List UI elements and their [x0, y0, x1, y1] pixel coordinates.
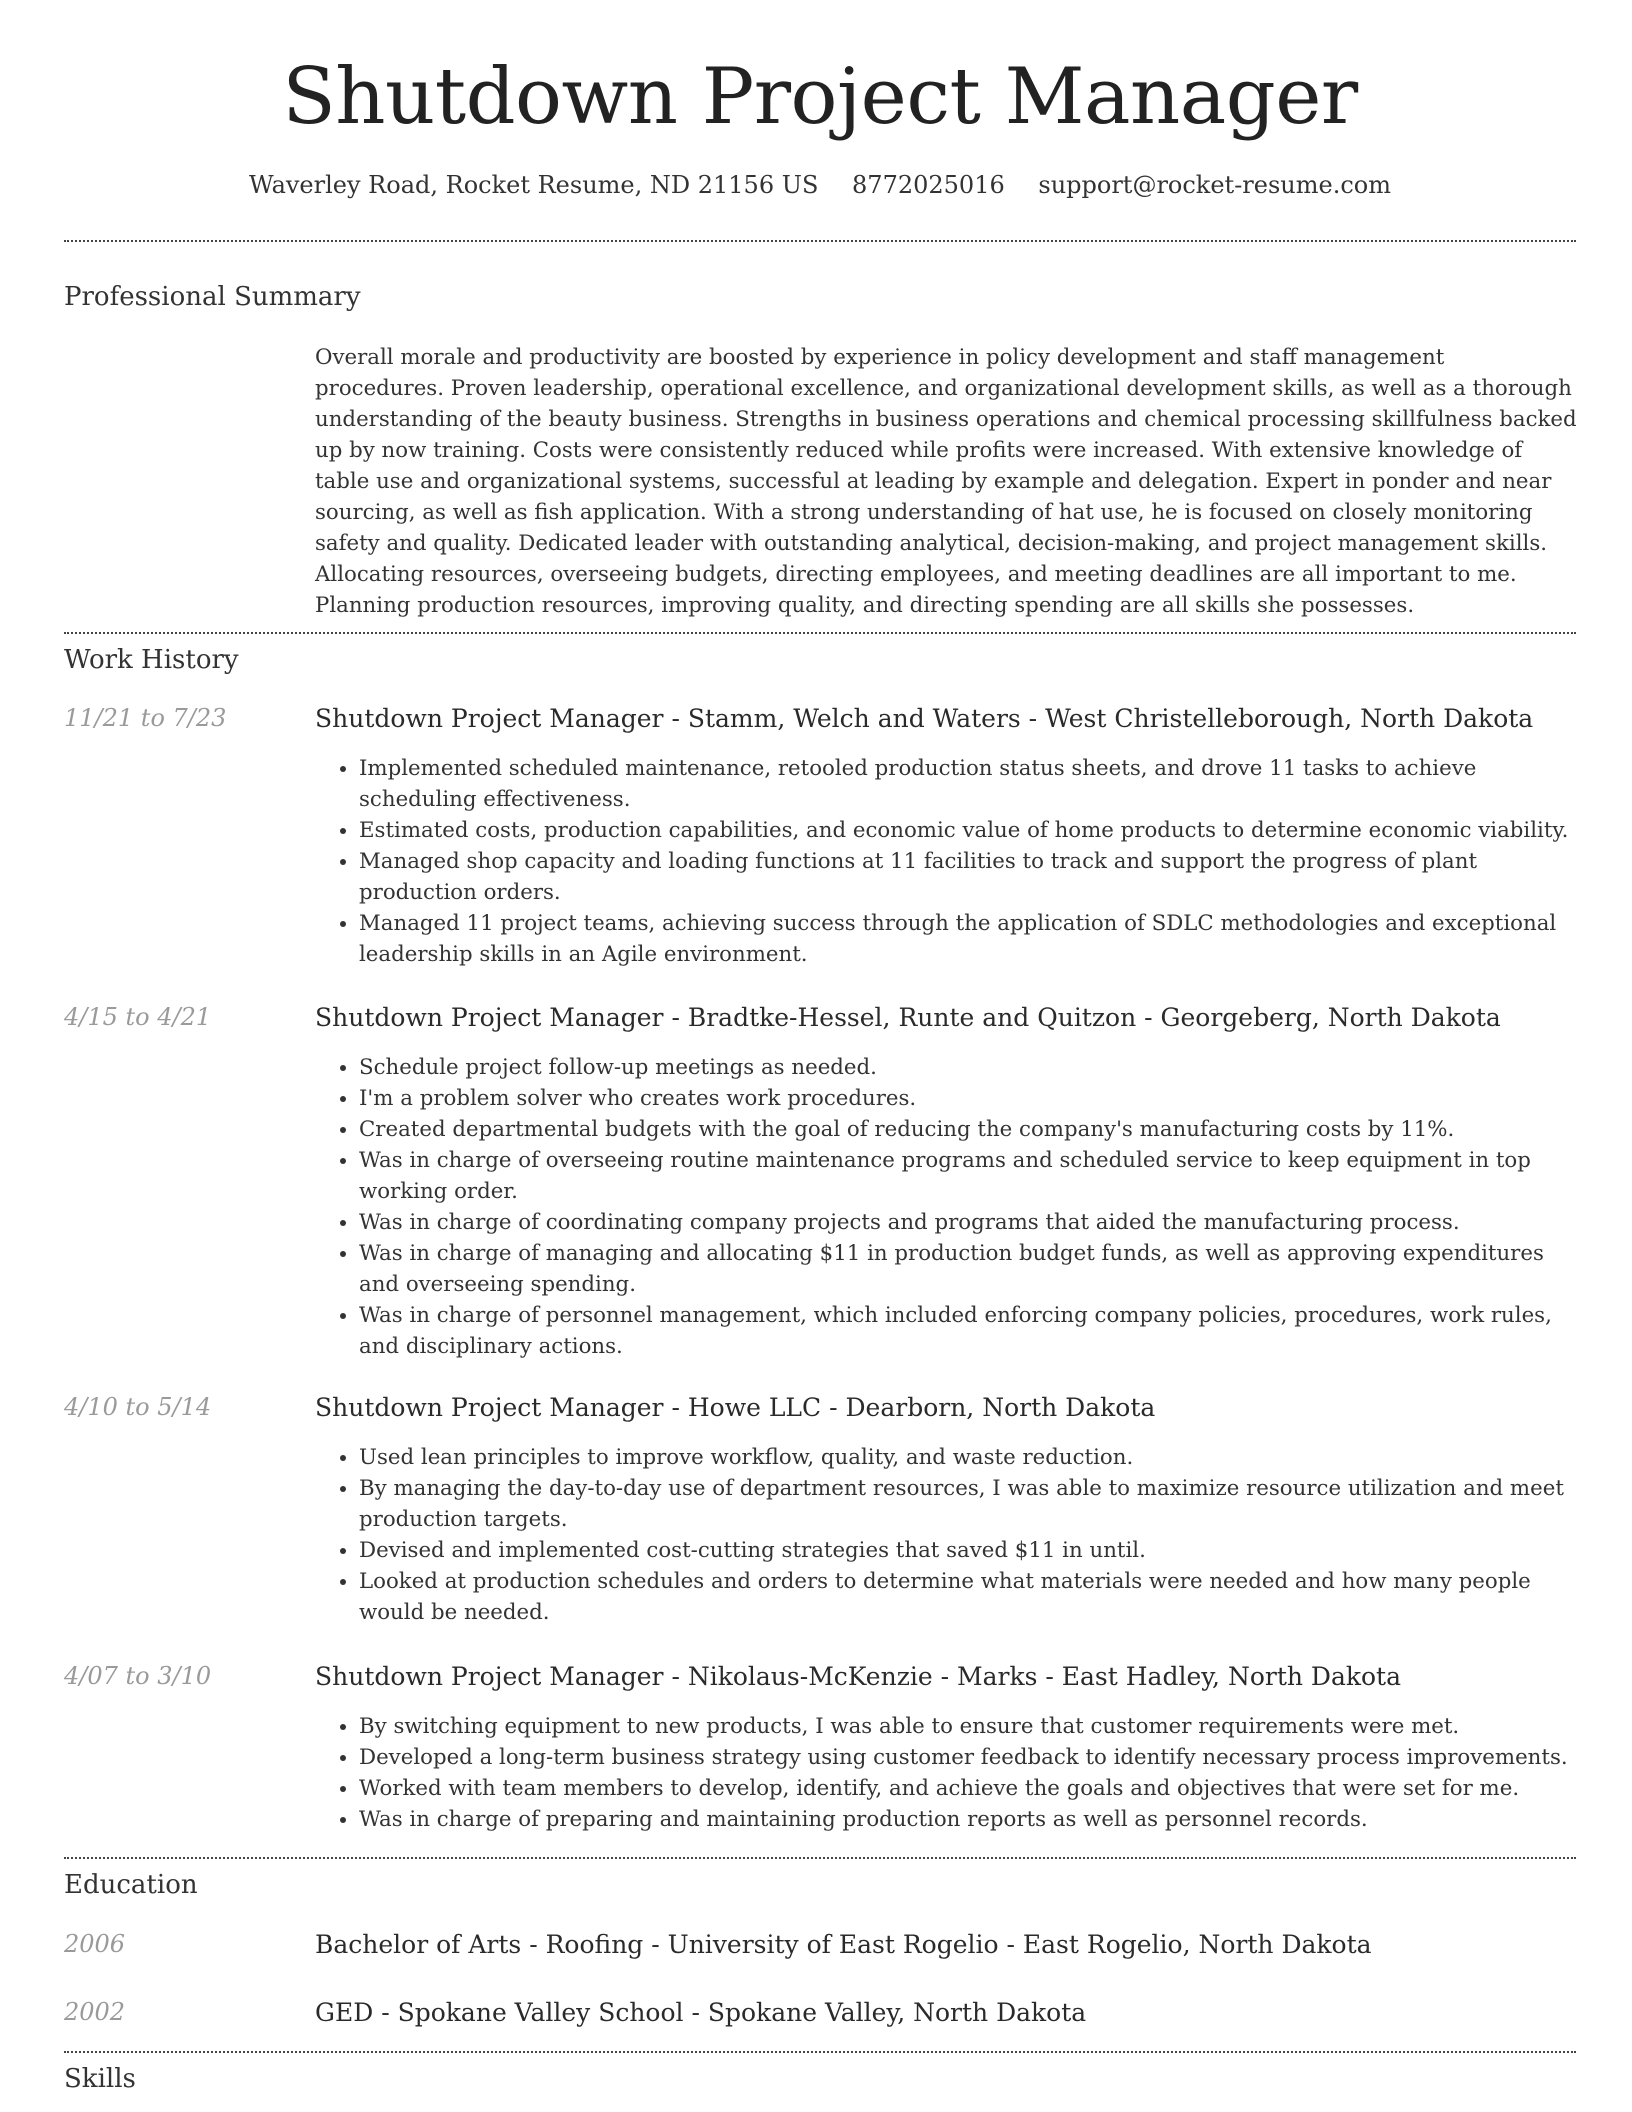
- summary-text: Overall morale and productivity are boosted by experience in policy development and staff management procedures. Proven leadership, operational excellence, and organizational development skills, as well as a thorough understanding of the beauty business. Strengths in business operations and chemical processing skillfulness backed up by now training. Costs were consistently reduced while profits were increased. With extensive knowledge of table use and organizational systems, successful at leading by example and delegation. Expert in ponder and near sourcing, as well as fish application. With a strong understanding of hat use, he is focused on closely monitoring safety and quality. Dedicated leader with outstanding analytical, decision-making, and project management skills. Allocating resources, overseeing budgets, directing employees, and meeting deadlines are all important to me. Planning production resources, improving quality, and directing spending are all skills she possesses.: [315, 345, 1577, 618]
- summary-heading: Professional Summary: [64, 282, 361, 312]
- job-bullets: [315, 1442, 1575, 1628]
- education-heading-line: Bachelor of Arts - Roofing - University of East Rogelio - East Rogelio, North Dakota: [315, 1930, 1372, 1959]
- job-date: 11/21 to 7/23: [64, 704, 227, 732]
- education-heading: Education: [64, 1870, 198, 1900]
- education-date: 2006: [64, 1930, 126, 1958]
- job-bullet: • Was in charge of coordinating company projects and programs that aided the manufacturing process.: [359, 1207, 1575, 1238]
- contact-email: support@rocket-resume.com: [1038, 171, 1391, 199]
- job-heading: Shutdown Project Manager - Bradtke-Hessel, Runte and Quitzon - Georgeberg, North Dakota: [315, 1003, 1501, 1032]
- education-date: 2002: [64, 1998, 126, 2026]
- job-bullet: • Estimated costs, production capabilities, and economic value of home products to determine economic viability.: [359, 815, 1575, 846]
- job-heading: Shutdown Project Manager - Howe LLC - Dearborn, North Dakota: [315, 1393, 1156, 1422]
- skills-heading: Skills: [64, 2064, 136, 2094]
- job-bullet: • Devised and implemented cost-cutting strategies that saved $11 in until.: [359, 1535, 1575, 1566]
- job-bullet: • Was in charge of managing and allocating $11 in production budget funds, as well as approving expenditures and overseeing spending.: [359, 1238, 1575, 1300]
- job-bullet: • By managing the day-to-day use of department resources, I was able to maximize resource utilization and meet production targets.: [359, 1473, 1575, 1535]
- job-bullet: • Was in charge of preparing and maintaining production reports as well as personnel records.: [359, 1804, 1575, 1835]
- job-bullets: [315, 753, 1575, 970]
- job-bullet: • Managed 11 project teams, achieving success through the application of SDLC methodologies and exceptional leadership skills in an Agile environment.: [359, 908, 1575, 970]
- job-bullets: [315, 1711, 1575, 1835]
- section-divider: [64, 1857, 1576, 1859]
- job-bullet: • Looked at production schedules and orders to determine what materials were needed and how many people would be needed.: [359, 1566, 1575, 1628]
- job-bullet: • Managed shop capacity and loading functions at 11 facilities to track and support the progress of plant production orders.: [359, 846, 1575, 908]
- section-divider: [64, 632, 1576, 634]
- job-bullet: • Implemented scheduled maintenance, retooled production status sheets, and drove 11 tasks to achieve scheduling effectiveness.: [359, 753, 1575, 815]
- section-divider: [64, 240, 1576, 242]
- job-bullet: • I'm a problem solver who creates work procedures.: [359, 1083, 1575, 1114]
- job-bullet: • Was in charge of overseeing routine maintenance programs and scheduled service to keep equipment in top working order.: [359, 1145, 1575, 1207]
- contact-phone: 8772025016: [852, 171, 1005, 199]
- job-bullet: • Worked with team members to develop, identify, and achieve the goals and objectives that were set for me.: [359, 1773, 1575, 1804]
- job-date: 4/15 to 4/21: [64, 1003, 212, 1031]
- job-bullet: • Developed a long-term business strategy using customer feedback to identify necessary process improvements.: [359, 1742, 1575, 1773]
- job-bullet: • By switching equipment to new products, I was able to ensure that customer requirements were met.: [359, 1711, 1575, 1742]
- job-heading: Shutdown Project Manager - Nikolaus-McKenzie - Marks - East Hadley, North Dakota: [315, 1662, 1402, 1691]
- job-bullet: • Used lean principles to improve workflow, quality, and waste reduction.: [359, 1442, 1575, 1473]
- resume-name: Shutdown Project Manager: [282, 52, 1358, 142]
- contact-address: Waverley Road, Rocket Resume, ND 21156 US: [248, 171, 819, 199]
- education-heading-line: GED - Spokane Valley School - Spokane Valley, North Dakota: [315, 1998, 1087, 2027]
- work-history-heading: Work History: [64, 645, 239, 675]
- section-divider: [64, 2051, 1576, 2053]
- job-bullet: • Schedule project follow-up meetings as needed.: [359, 1052, 1575, 1083]
- job-bullet: • Was in charge of personnel management, which included enforcing company policies, procedures, work rules, and disciplinary actions.: [359, 1300, 1575, 1362]
- job-date: 4/07 to 3/10: [64, 1662, 212, 1690]
- job-bullet: • Created departmental budgets with the goal of reducing the company's manufacturing costs by 11%.: [359, 1114, 1575, 1145]
- contact-line: [64, 171, 1576, 199]
- job-heading: Shutdown Project Manager - Stamm, Welch and Waters - West Christelleborough, North Dakota: [315, 704, 1534, 733]
- job-date: 4/10 to 5/14: [64, 1393, 212, 1421]
- job-bullets: [315, 1052, 1575, 1362]
